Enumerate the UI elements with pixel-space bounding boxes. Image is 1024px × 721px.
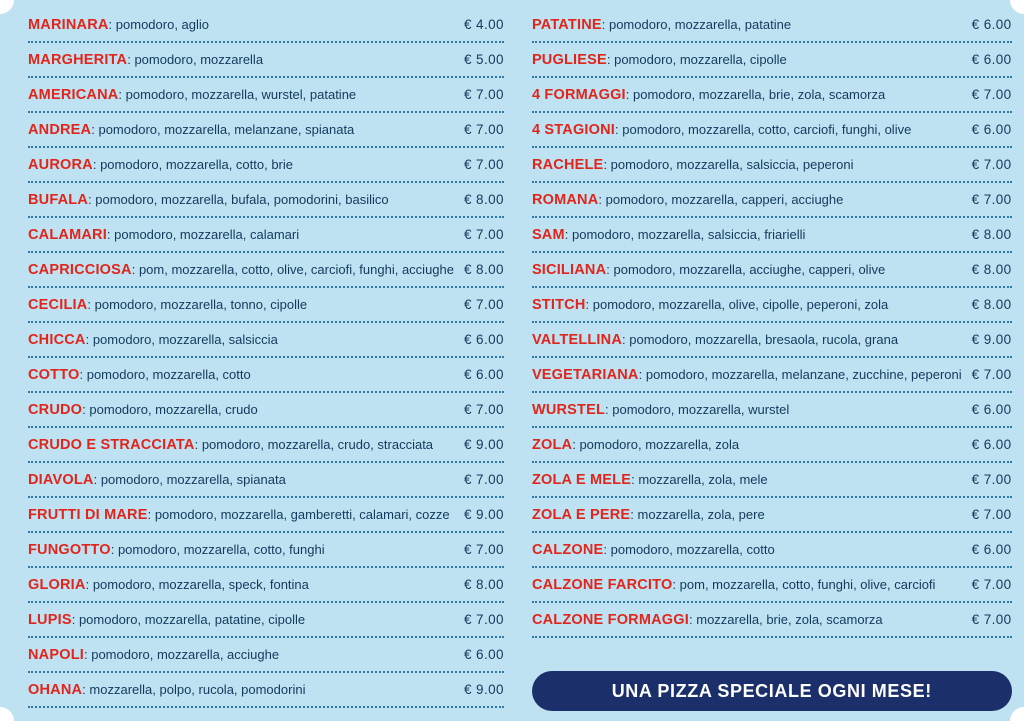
menu-item-price: € 8.00 xyxy=(464,577,504,592)
menu-item xyxy=(532,189,1012,218)
menu-item-text xyxy=(28,224,454,246)
menu-item xyxy=(532,119,1012,148)
menu-item-name: MARINARA xyxy=(28,17,109,33)
menu-item-description: pomodoro, mozzarella, salsiccia, peperoni xyxy=(610,157,854,172)
menu-item-separator: : xyxy=(91,122,99,137)
menu-item-separator: : xyxy=(118,87,126,102)
menu-item-description: pomodoro, mozzarella, bufala, pomodorini, basilico xyxy=(95,192,389,207)
menu-item-separator: : xyxy=(127,52,135,67)
menu-item-name: BUFALA xyxy=(28,192,89,208)
menu-item-price: € 7.00 xyxy=(464,227,504,242)
menu-item-text xyxy=(28,399,454,421)
menu-item-text xyxy=(532,14,962,36)
menu-item-price: € 6.00 xyxy=(971,52,1012,67)
menu-item xyxy=(28,609,504,638)
menu-item-separator: : xyxy=(110,542,118,557)
menu-item-text xyxy=(532,84,962,106)
menu-item-description: pomodoro, mozzarella, melanzane, zucchine, peperoni xyxy=(645,367,962,382)
menu-item-name: ANDREA xyxy=(28,122,92,138)
menu-item-separator: : xyxy=(615,122,623,137)
menu-item-separator: : xyxy=(71,612,79,627)
menu-item-separator: : xyxy=(625,87,634,102)
menu-item xyxy=(28,49,504,78)
menu-item-description: pomodoro, mozzarella, cotto xyxy=(86,367,251,382)
menu-item-description: pomodoro, mozzarella, cotto, funghi xyxy=(117,542,325,557)
menu-item-text xyxy=(532,224,962,246)
menu-item-name: SAM xyxy=(531,227,565,243)
menu-item-price: € 7.00 xyxy=(971,367,1012,382)
menu-item-description: pomodoro, mozzarella, salsiccia, friarielli xyxy=(572,227,806,242)
menu-item-description: pom, mozzarella, cotto, funghi, olive, carciofi xyxy=(679,577,936,592)
menu-item-text xyxy=(28,259,454,281)
menu-item-name: STITCH xyxy=(531,297,586,313)
menu-item-name: ZOLA E PERE xyxy=(531,507,631,523)
menu-item xyxy=(28,399,504,428)
menu-item-separator: : xyxy=(85,577,93,592)
menu-item-description: pomodoro, mozzarella, wurstel, patatine xyxy=(125,87,357,102)
menu-item-price: € 7.00 xyxy=(464,472,504,487)
menu-item-name: PATATINE xyxy=(531,17,602,33)
menu-item-price: € 8.00 xyxy=(971,297,1012,312)
menu-item xyxy=(28,259,504,288)
menu-item-text xyxy=(28,154,454,176)
menu-item-name: NAPOLI xyxy=(28,647,84,663)
menu-item-separator: : xyxy=(82,682,90,697)
menu-item-price: € 7.00 xyxy=(971,507,1012,522)
menu-item-text xyxy=(28,14,454,36)
menu-item-name: FRUTTI DI MARE xyxy=(28,507,148,523)
menu-item-text xyxy=(28,189,454,211)
menu-item xyxy=(28,574,504,603)
menu-item-price: € 6.00 xyxy=(971,542,1012,557)
special-pizza-banner: UNA PIZZA SPECIALE OGNI MESE! xyxy=(532,671,1012,711)
menu-item-price: € 6.00 xyxy=(464,367,504,382)
menu-item-name: CHICCA xyxy=(28,332,86,348)
menu-item xyxy=(28,329,504,358)
menu-item-separator: : xyxy=(564,227,572,242)
menu-item xyxy=(532,399,1012,428)
menu-item-description: pomodoro, mozzarella, gamberetti, calamari, cozze xyxy=(154,507,450,522)
menu-item-text xyxy=(28,574,454,596)
menu-item-price: € 6.00 xyxy=(464,332,504,347)
menu-item xyxy=(28,294,504,323)
menu-item-price: € 7.00 xyxy=(971,472,1012,487)
menu-item-price: € 9.00 xyxy=(464,437,504,452)
menu-item xyxy=(28,189,504,218)
menu-item-separator: : xyxy=(585,297,593,312)
menu-item-name: SICILIANA xyxy=(531,262,607,278)
menu-item xyxy=(28,84,504,113)
menu-item-price: € 7.00 xyxy=(464,612,504,627)
menu-item xyxy=(532,329,1012,358)
menu-item-name: RACHELE xyxy=(531,157,604,173)
menu-item-price: € 8.00 xyxy=(464,192,504,207)
menu-item xyxy=(532,469,1012,498)
menu-item-price: € 9.00 xyxy=(464,507,504,522)
menu-item-description: pomodoro, mozzarella, salsiccia xyxy=(92,332,278,347)
menu-item-description: pomodoro, mozzarella, speck, fontina xyxy=(92,577,309,592)
menu-item-separator: : xyxy=(92,157,101,172)
menu-item-name: 4 FORMAGGI xyxy=(531,87,626,103)
menu-item-separator: : xyxy=(622,332,630,347)
menu-item-description: mozzarella, zola, pere xyxy=(637,507,765,522)
menu-item-separator: : xyxy=(572,437,580,452)
menu-item-description: pomodoro, mozzarella, cipolle xyxy=(614,52,787,67)
menu-item-description: pomodoro, mozzarella, patatine, cipolle xyxy=(78,612,306,627)
menu-item-text xyxy=(532,49,962,71)
menu-item-price: € 6.00 xyxy=(971,122,1012,137)
menu-item-name: CALAMARI xyxy=(28,227,107,243)
menu-item-name: VALTELLINA xyxy=(531,332,622,348)
menu-item-description: pomodoro, mozzarella, acciughe, capperi, olive xyxy=(613,262,886,277)
menu-item-price: € 6.00 xyxy=(464,647,504,662)
menu-item-separator: : xyxy=(689,612,697,627)
corner-decoration-bottom-left xyxy=(0,707,14,721)
menu-item-text xyxy=(532,294,962,316)
menu-item-price: € 7.00 xyxy=(464,87,504,102)
menu-item-price: € 6.00 xyxy=(971,17,1012,32)
menu-item-price: € 9.00 xyxy=(971,332,1012,347)
menu-item-price: € 6.00 xyxy=(971,402,1012,417)
menu-item-name: GLORIA xyxy=(28,577,86,593)
menu-item-description: pomodoro, mozzarella, acciughe xyxy=(91,647,280,662)
menu-item xyxy=(28,644,504,673)
menu-item xyxy=(28,539,504,568)
menu-item xyxy=(28,154,504,183)
menu-item xyxy=(28,119,504,148)
menu-item-price: € 8.00 xyxy=(971,262,1012,277)
menu-item-name: CRUDO E STRACCIATA xyxy=(28,437,195,453)
menu-column-left xyxy=(28,14,504,711)
menu-item-price: € 7.00 xyxy=(971,612,1012,627)
menu-item-price: € 8.00 xyxy=(464,262,504,277)
menu-item xyxy=(28,434,504,463)
menu-item-description: pomodoro, mozzarella, bresaola, rucola, grana xyxy=(629,332,899,347)
menu-item-name: PUGLIESE xyxy=(531,52,607,68)
menu-item xyxy=(532,539,1012,568)
menu-item-price: € 4.00 xyxy=(464,17,504,32)
menu-item-price: € 7.00 xyxy=(464,402,504,417)
menu-item-name: CRUDO xyxy=(28,402,83,418)
menu-item-text xyxy=(28,609,454,631)
menu-item xyxy=(532,504,1012,533)
menu-item-name: 4 STAGIONI xyxy=(531,122,616,138)
menu-item-description: pomodoro, mozzarella, wurstel xyxy=(612,402,790,417)
menu-item-text xyxy=(532,364,962,386)
menu-item-description: pomodoro, mozzarella, cotto xyxy=(610,542,775,557)
menu-item-description: pomodoro, mozzarella, melanzane, spianata xyxy=(98,122,355,137)
menu-item-separator: : xyxy=(131,262,139,277)
menu-item-separator: : xyxy=(194,437,202,452)
menu-item-price: € 5.00 xyxy=(464,52,504,67)
menu-item-text xyxy=(532,504,962,526)
menu-item-name: WURSTEL xyxy=(531,402,606,418)
menu-item-price: € 7.00 xyxy=(464,122,504,137)
menu-item-name: VEGETARIANA xyxy=(531,367,639,383)
menu-item-price: € 7.00 xyxy=(464,297,504,312)
menu-item-text xyxy=(28,539,454,561)
menu-item-text xyxy=(28,679,454,701)
menu-item-text xyxy=(28,49,454,71)
menu-item xyxy=(28,224,504,253)
menu-item-description: pomodoro, mozzarella, tonno, cipolle xyxy=(94,297,308,312)
menu-item-name: AURORA xyxy=(28,157,93,173)
menu-item-separator: : xyxy=(106,227,115,242)
corner-decoration-bottom-right xyxy=(1010,707,1024,721)
menu-item-text xyxy=(28,294,454,316)
menu-item xyxy=(28,679,504,708)
menu-item-text xyxy=(28,329,454,351)
menu-item xyxy=(532,49,1012,78)
menu-item xyxy=(532,84,1012,113)
menu-item-text xyxy=(532,539,962,561)
menu-item xyxy=(532,224,1012,253)
menu-item-name: ROMANA xyxy=(531,192,599,208)
menu-item-text xyxy=(532,259,962,281)
menu-item-separator: : xyxy=(598,192,606,207)
menu-item-description: mozzarella, zola, mele xyxy=(638,472,768,487)
menu-item-name: LUPIS xyxy=(28,612,72,628)
menu-item-text xyxy=(28,644,454,666)
menu-item-separator: : xyxy=(603,542,611,557)
menu-item-price: € 7.00 xyxy=(464,542,504,557)
menu-item xyxy=(532,434,1012,463)
menu-item xyxy=(532,154,1012,183)
menu-item-separator: : xyxy=(147,507,155,522)
menu-item-name: CECILIA xyxy=(28,297,88,313)
menu-item-separator: : xyxy=(672,577,680,592)
corner-decoration-top-left xyxy=(0,0,14,14)
menu-item-name: ZOLA E MELE xyxy=(531,472,632,488)
menu-item-text xyxy=(28,364,454,386)
menu-item-text xyxy=(532,119,962,141)
menu-item-description: pom, mozzarella, cotto, olive, carciofi, funghi, acciughe xyxy=(138,262,454,277)
menu-item-price: € 7.00 xyxy=(971,192,1012,207)
menu-item xyxy=(532,14,1012,43)
menu-item xyxy=(28,364,504,393)
menu-item-description: pomodoro, mozzarella, spianata xyxy=(100,472,286,487)
menu-item-description: pomodoro, mozzarella, zola xyxy=(579,437,740,452)
menu-item-description: pomodoro, mozzarella, cotto, brie xyxy=(100,157,294,172)
menu-item-price: € 9.00 xyxy=(464,682,504,697)
menu-item-separator: : xyxy=(82,402,90,417)
menu-item-separator: : xyxy=(631,472,639,487)
menu-item-text xyxy=(532,469,962,491)
menu-item-name: CALZONE FARCITO xyxy=(531,577,673,593)
menu-item-description: pomodoro, mozzarella, calamari xyxy=(114,227,300,242)
menu-item-text xyxy=(28,119,454,141)
menu-item-name: DIAVOLA xyxy=(28,472,94,488)
menu-item-separator: : xyxy=(630,507,638,522)
menu-item-separator: : xyxy=(601,17,609,32)
menu-item-name: COTTO xyxy=(28,367,80,383)
menu-item-text xyxy=(532,399,962,421)
menu-item-text xyxy=(28,434,454,456)
menu-item-text xyxy=(532,189,962,211)
menu-item-price: € 7.00 xyxy=(971,157,1012,172)
menu-item-description: pomodoro, aglio xyxy=(115,17,210,32)
menu-item-price: € 8.00 xyxy=(971,227,1012,242)
menu-item xyxy=(532,364,1012,393)
menu-item-description: pomodoro, mozzarella, crudo, stracciata xyxy=(201,437,434,452)
menu-item-text xyxy=(532,574,962,596)
menu-item-name: MARGHERITA xyxy=(28,52,128,68)
menu-item xyxy=(532,609,1012,638)
corner-decoration-top-right xyxy=(1010,0,1024,14)
menu-item-text xyxy=(28,504,454,526)
menu-item xyxy=(532,574,1012,603)
column-spacer xyxy=(532,644,1012,653)
menu-item-separator: : xyxy=(79,367,87,382)
menu-item-price: € 7.00 xyxy=(464,157,504,172)
menu-item-text xyxy=(28,84,454,106)
menu-item-description: pomodoro, mozzarella xyxy=(134,52,264,67)
menu-item-text xyxy=(532,329,962,351)
menu-item-separator: : xyxy=(88,192,96,207)
menu-item-description: pomodoro, mozzarella, capperi, acciughe xyxy=(605,192,844,207)
menu-item-separator: : xyxy=(638,367,646,382)
menu-item-description: mozzarella, polpo, rucola, pomodorini xyxy=(89,682,306,697)
menu-item-separator: : xyxy=(606,262,614,277)
menu-item-separator: : xyxy=(606,52,615,67)
menu-item-price: € 7.00 xyxy=(971,577,1012,592)
menu-item-description: mozzarella, brie, zola, scamorza xyxy=(696,612,883,627)
menu-item xyxy=(28,469,504,498)
menu-item-text xyxy=(532,434,962,456)
menu-item-name: AMERICANA xyxy=(28,87,119,103)
menu-item-description: pomodoro, mozzarella, crudo xyxy=(89,402,258,417)
menu-item-separator: : xyxy=(87,297,95,312)
menu-item-text xyxy=(28,469,454,491)
menu-item xyxy=(28,14,504,43)
menu-item-price: € 7.00 xyxy=(971,87,1012,102)
menu-item-name: CAPRICCIOSA xyxy=(28,262,132,278)
menu-item-name: CALZONE FORMAGGI xyxy=(531,612,689,628)
menu-item xyxy=(28,504,504,533)
menu-item-name: CALZONE xyxy=(531,542,604,558)
menu-item-price: € 6.00 xyxy=(971,437,1012,452)
menu-column-right xyxy=(532,14,1012,711)
menu-item-name: ZOLA xyxy=(531,437,573,453)
menu-item-description: pomodoro, mozzarella, brie, zola, scamorza xyxy=(633,87,886,102)
menu-item-name: OHANA xyxy=(28,682,83,698)
menu-item-separator: : xyxy=(603,157,611,172)
menu-item-name: FUNGOTTO xyxy=(28,542,111,558)
menu-item-description: pomodoro, mozzarella, olive, cipolle, peperoni, zola xyxy=(592,297,889,312)
menu-item-text xyxy=(532,154,962,176)
menu-item xyxy=(532,259,1012,288)
menu-item-separator: : xyxy=(605,402,613,417)
menu-item-separator: : xyxy=(93,472,101,487)
menu-item-text xyxy=(532,609,962,631)
menu-item-description: pomodoro, mozzarella, cotto, carciofi, funghi, olive xyxy=(622,122,912,137)
menu-item-separator: : xyxy=(108,17,116,32)
menu-item-separator: : xyxy=(83,647,92,662)
menu-item xyxy=(532,294,1012,323)
menu-item-description: pomodoro, mozzarella, patatine xyxy=(608,17,792,32)
menu-item-separator: : xyxy=(85,332,93,347)
